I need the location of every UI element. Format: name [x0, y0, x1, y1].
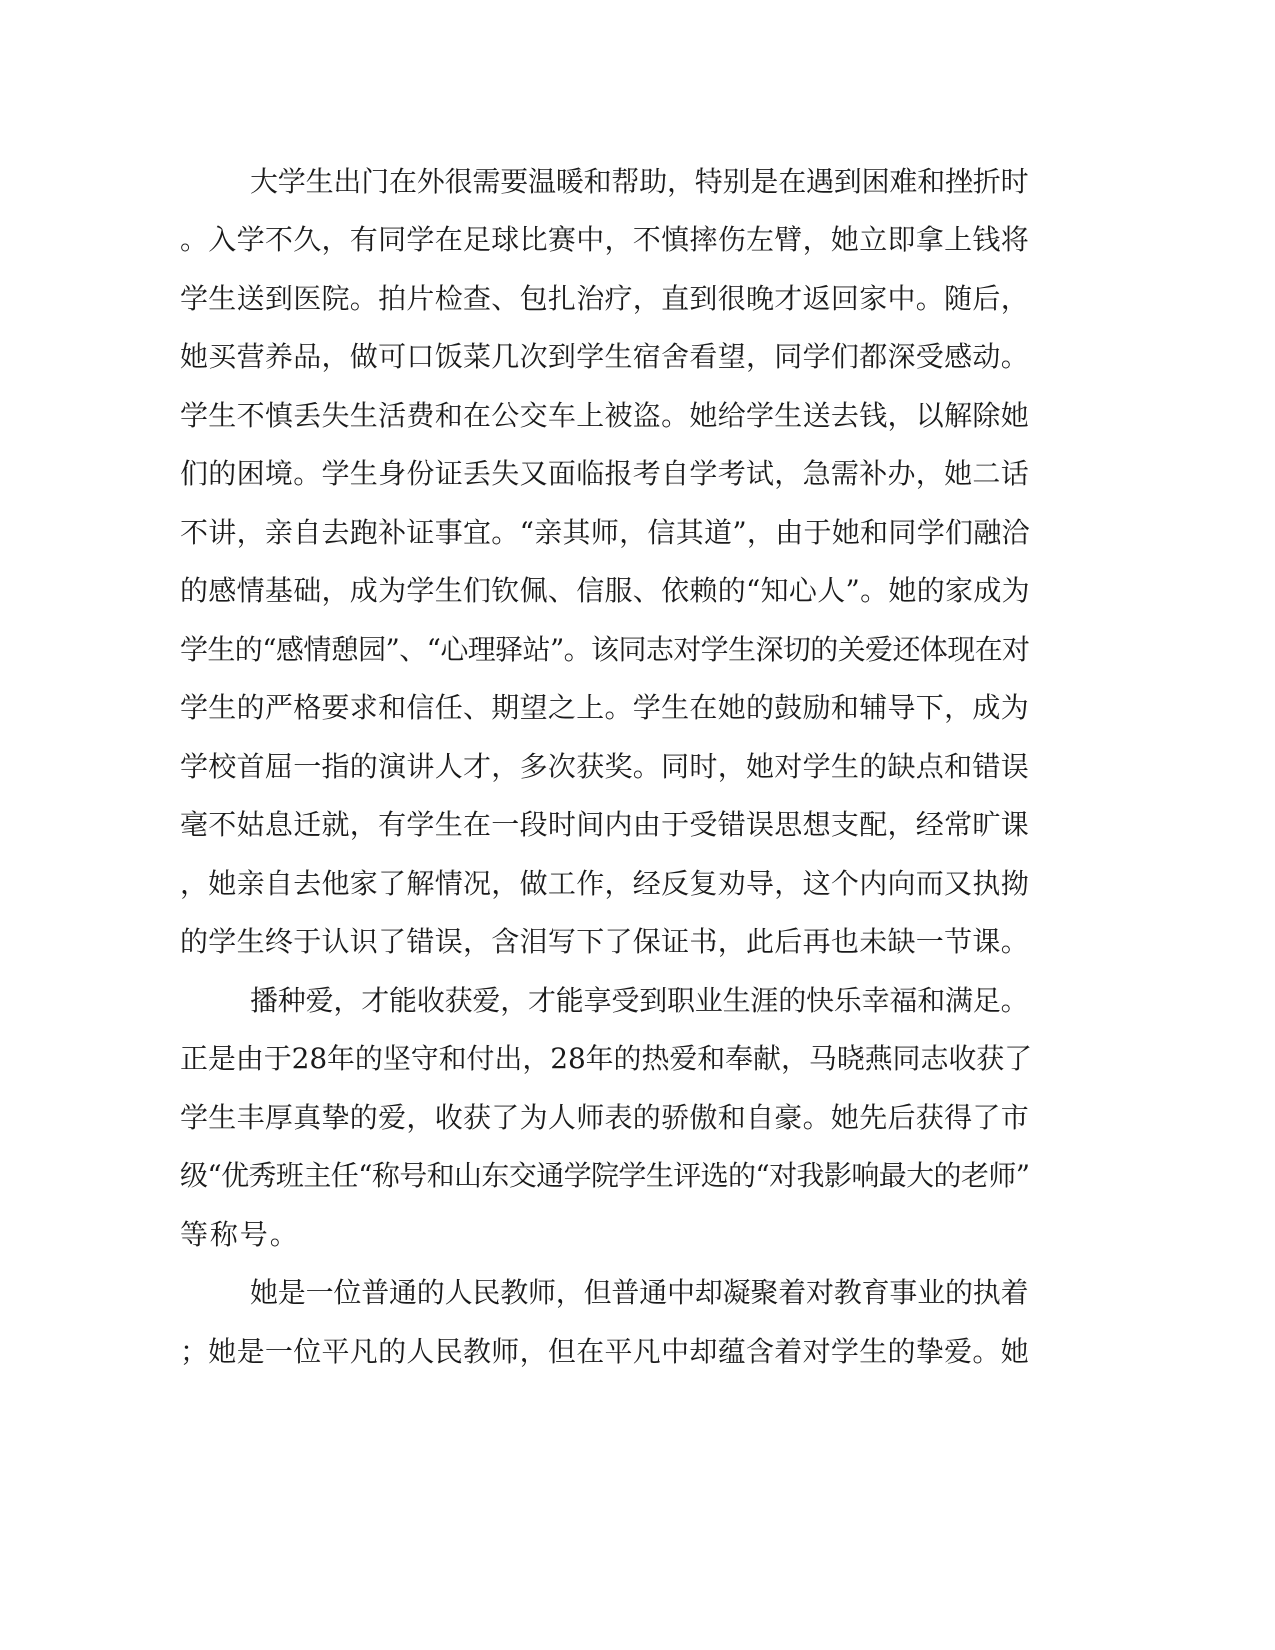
text-line: 学生丰厚真挚的爱，收获了为人师表的骄傲和自豪。她先后获得了市 [180, 1101, 1030, 1134]
text-line: 正是由于28年的坚守和付出，28年的热爱和奉献，马晓燕同志收获了 [180, 1042, 1033, 1075]
text-line: 的学生终于认识了错误，含泪写下了保证书，此后再也未缺一节课。 [180, 925, 1030, 958]
text-line: 她买营养品，做可口饭菜几次到学生宿舍看望，同学们都深受感动。 [180, 340, 1030, 373]
text-line: 播种爱，才能收获爱，才能享受到职业生涯的快乐幸福和满足。 [250, 984, 1029, 1017]
text-line: 不讲，亲自去跑补证事宜。“亲其师，信其道”，由于她和同学们融洽 [180, 516, 1030, 549]
text-line: 们的困境。学生身份证丢失又面临报考自学考试，急需补办，她二话 [180, 457, 1030, 490]
text-line: 她是一位普通的人民教师，但普通中却凝聚着对教育事业的执着 [250, 1276, 1029, 1309]
text-line: ；她是一位平凡的人民教师，但在平凡中却蕴含着对学生的挚爱。她 [180, 1335, 1030, 1368]
text-line: 大学生出门在外很需要温暖和帮助，特别是在遇到困难和挫折时 [250, 165, 1029, 198]
text-line: 学生不慎丢失生活费和在公交车上被盗。她给学生送去钱，以解除她 [180, 399, 1030, 432]
text-line: 学校首屈一指的演讲人才，多次获奖。同时，她对学生的缺点和错误 [180, 750, 1030, 783]
text-line: 学生的“感情憩园”、“心理驿站”。该同志对学生深切的关爱还体现在对 [180, 633, 1030, 666]
text-line: 学生的严格要求和信任、期望之上。学生在她的鼓励和辅导下，成为 [180, 691, 1030, 724]
text-line: 等称号。 [180, 1218, 300, 1251]
text-line: 学生送到医院。拍片检查、包扎治疗，直到很晚才返回家中。随后， [180, 282, 1030, 315]
text-line: 。入学不久，有同学在足球比赛中，不慎摔伤左臂，她立即拿上钱将 [180, 223, 1030, 256]
text-line: ，她亲自去他家了解情况，做工作，经反复劝导，这个内向而又执拗 [180, 867, 1030, 900]
text-line: 的感情基础，成为学生们钦佩、信服、依赖的“知心人”。她的家成为 [180, 574, 1030, 607]
text-line: 级“优秀班主任“称号和山东交通学院学生评选的“对我影响最大的老师” [180, 1159, 1030, 1192]
text-line: 毫不姑息迁就，有学生在一段时间内由于受错误思想支配，经常旷课 [180, 808, 1030, 841]
